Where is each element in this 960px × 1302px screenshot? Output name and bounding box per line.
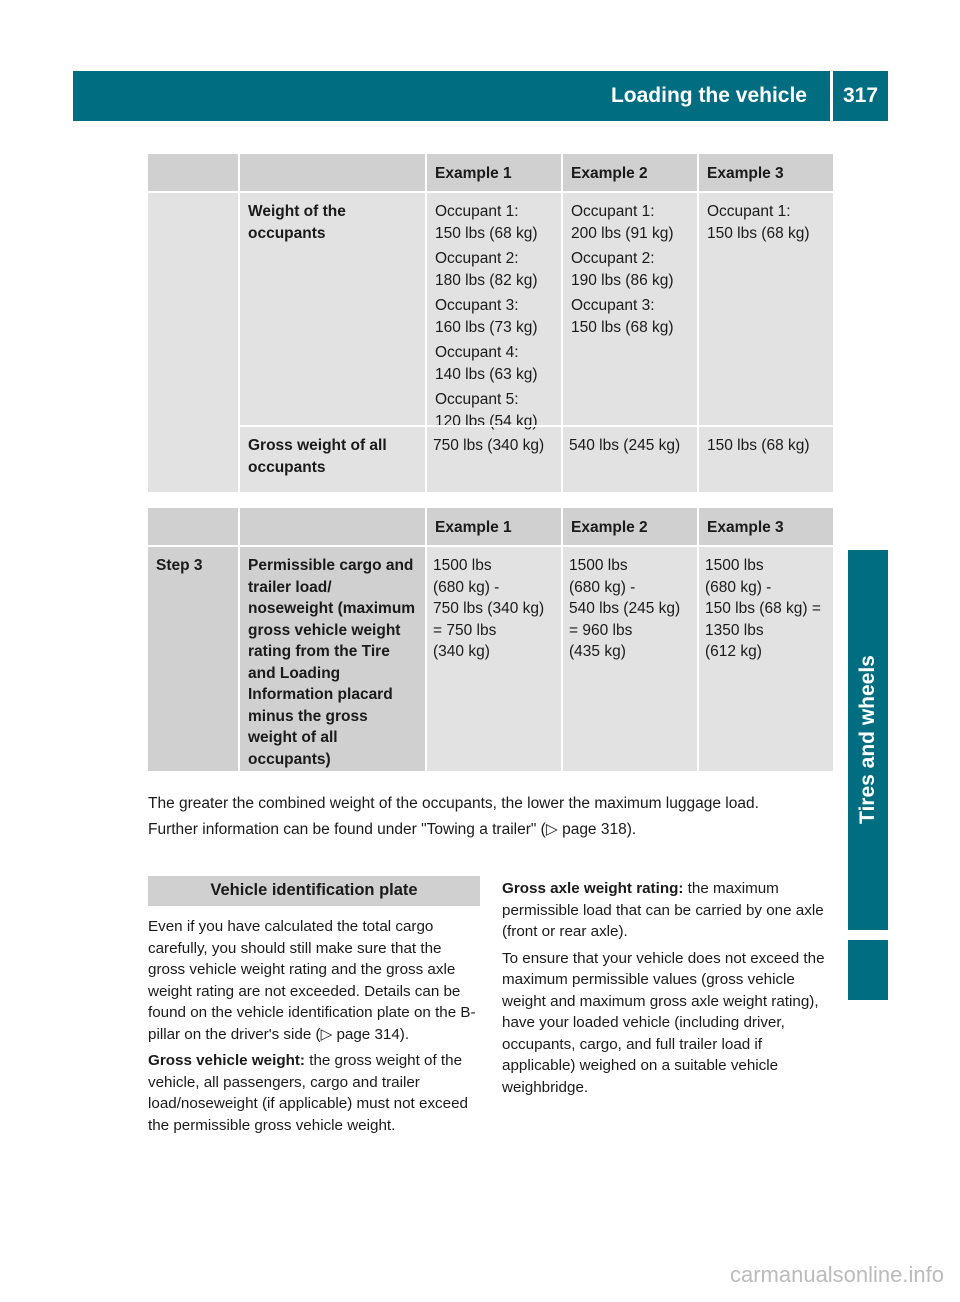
gross-weight-example-2: 540 lbs (245 kg) (561, 427, 697, 492)
definition-paragraph (502, 878, 834, 943)
section-right-column (502, 878, 834, 1103)
side-tab-block (848, 940, 888, 1000)
section-paragraph: Even if you have calculated the total cargo carefully, you should still make sure that the gross vehicle weight rating and the gross axle weight rating are not exceeded. Details can be found on the vehicle identification plate on the B-pillar on the driver's side (▷ page 314). (148, 918, 476, 1043)
occupant-entry: Occupant 3: 160 lbs (73 kg) (435, 297, 538, 336)
gross-weight-example-1: 750 lbs (340 kg) (425, 427, 561, 492)
cargo-load-label: Permissible cargo and trailer load/ noseweight (maximum gross vehicle weight rating from the Tire and Loading Information placard minus the gross weight of all occupants) (238, 547, 425, 771)
side-label-bar (848, 550, 888, 930)
table-row (238, 425, 833, 492)
side-tab-label: Tires and wheels (856, 655, 879, 825)
occupants-example-1 (425, 193, 561, 430)
note-paragraph: The greater the combined weight of the occupants, the lower the maximum luggage load. (148, 795, 759, 812)
table-rows (238, 193, 833, 492)
occupants-example-3 (697, 193, 833, 425)
table-header-row (148, 508, 833, 545)
definition-paragraph (148, 1050, 480, 1136)
header-cell-example-1: Example 1 (425, 154, 561, 191)
section-title: Vehicle identification plate (148, 876, 480, 906)
definition-term: Gross axle weight rating: (502, 880, 684, 897)
occupant-entry: Occupant 5: 120 lbs (54 kg) (435, 391, 538, 430)
cargo-load-example-2: 1500 lbs (680 kg) - 540 lbs (245 kg) = 960 lbs (435 kg) (561, 547, 697, 771)
header-cell-example-3: Example 3 (697, 508, 833, 545)
header-cell-example-3: Example 3 (697, 154, 833, 191)
header-cell-example-1: Example 1 (425, 508, 561, 545)
header-cell (148, 508, 238, 545)
table-row (238, 193, 833, 430)
cargo-load-table (148, 508, 833, 771)
note-paragraph-reference: Further information can be found under "Towing a trailer" (▷ page 318). (148, 821, 637, 838)
gross-weight-label: Gross weight of all occupants (238, 427, 425, 492)
table-body (148, 191, 833, 492)
header-cell (148, 154, 238, 191)
chapter-title: Loading the vehicle (610, 84, 807, 107)
occupants-example-2 (561, 193, 697, 425)
page-number: 317 (842, 84, 879, 107)
occupant-entry: Occupant 4: 140 lbs (63 kg) (435, 344, 538, 383)
occupant-entry: Occupant 2: 190 lbs (86 kg) (571, 250, 674, 289)
definition-text: the gross weight of the vehicle, all passengers, cargo and trailer load/noseweight (if applicable) must not exceed the permissible gross vehicle weight. (148, 1052, 468, 1134)
cargo-load-example-3: 1500 lbs (680 kg) - 150 lbs (68 kg) = 1350 lbs (612 kg) (697, 547, 833, 771)
occupant-entry: Occupant 1: 200 lbs (91 kg) (571, 203, 674, 242)
occupants-table (148, 154, 833, 492)
section-paragraph: To ensure that your vehicle does not exceed the maximum permissible values (gross vehicle weight and maximum gross axle weight rating), have your loaded vehicle (including driver, occupants, cargo, and full trailer load if applicable) weighed on a suitable vehicle weighbridge. (502, 949, 825, 1096)
table-header-row (148, 154, 833, 191)
side-tab (848, 140, 888, 1220)
watermark: carmanualsonline.info (729, 1262, 944, 1287)
header-cell (238, 508, 425, 545)
occupant-entry: Occupant 3: 150 lbs (68 kg) (571, 297, 674, 336)
section-left-column (148, 876, 480, 1141)
step-label: Step 3 (148, 547, 238, 771)
occupant-entry: Occupant 1: 150 lbs (68 kg) (707, 203, 810, 242)
occupant-entry: Occupant 2: 180 lbs (82 kg) (435, 250, 538, 289)
occupant-entry: Occupant 1: 150 lbs (68 kg) (435, 203, 538, 242)
empty-cell (148, 193, 238, 492)
definition-text: the maximum permissible load that can be carried by one axle (front or rear axle). (502, 880, 824, 940)
occupants-label: Weight of the occupants (238, 193, 425, 425)
header-cell-example-2: Example 2 (561, 508, 697, 545)
header-cell-example-2: Example 2 (561, 154, 697, 191)
gross-weight-example-3: 150 lbs (68 kg) (697, 427, 833, 492)
definition-term: Gross vehicle weight: (148, 1052, 305, 1069)
page-header (73, 71, 888, 121)
header-cell (238, 154, 425, 191)
cargo-load-example-1: 1500 lbs (680 kg) - 750 lbs (340 kg) = 750 lbs (340 kg) (425, 547, 561, 771)
table-row (148, 545, 833, 771)
